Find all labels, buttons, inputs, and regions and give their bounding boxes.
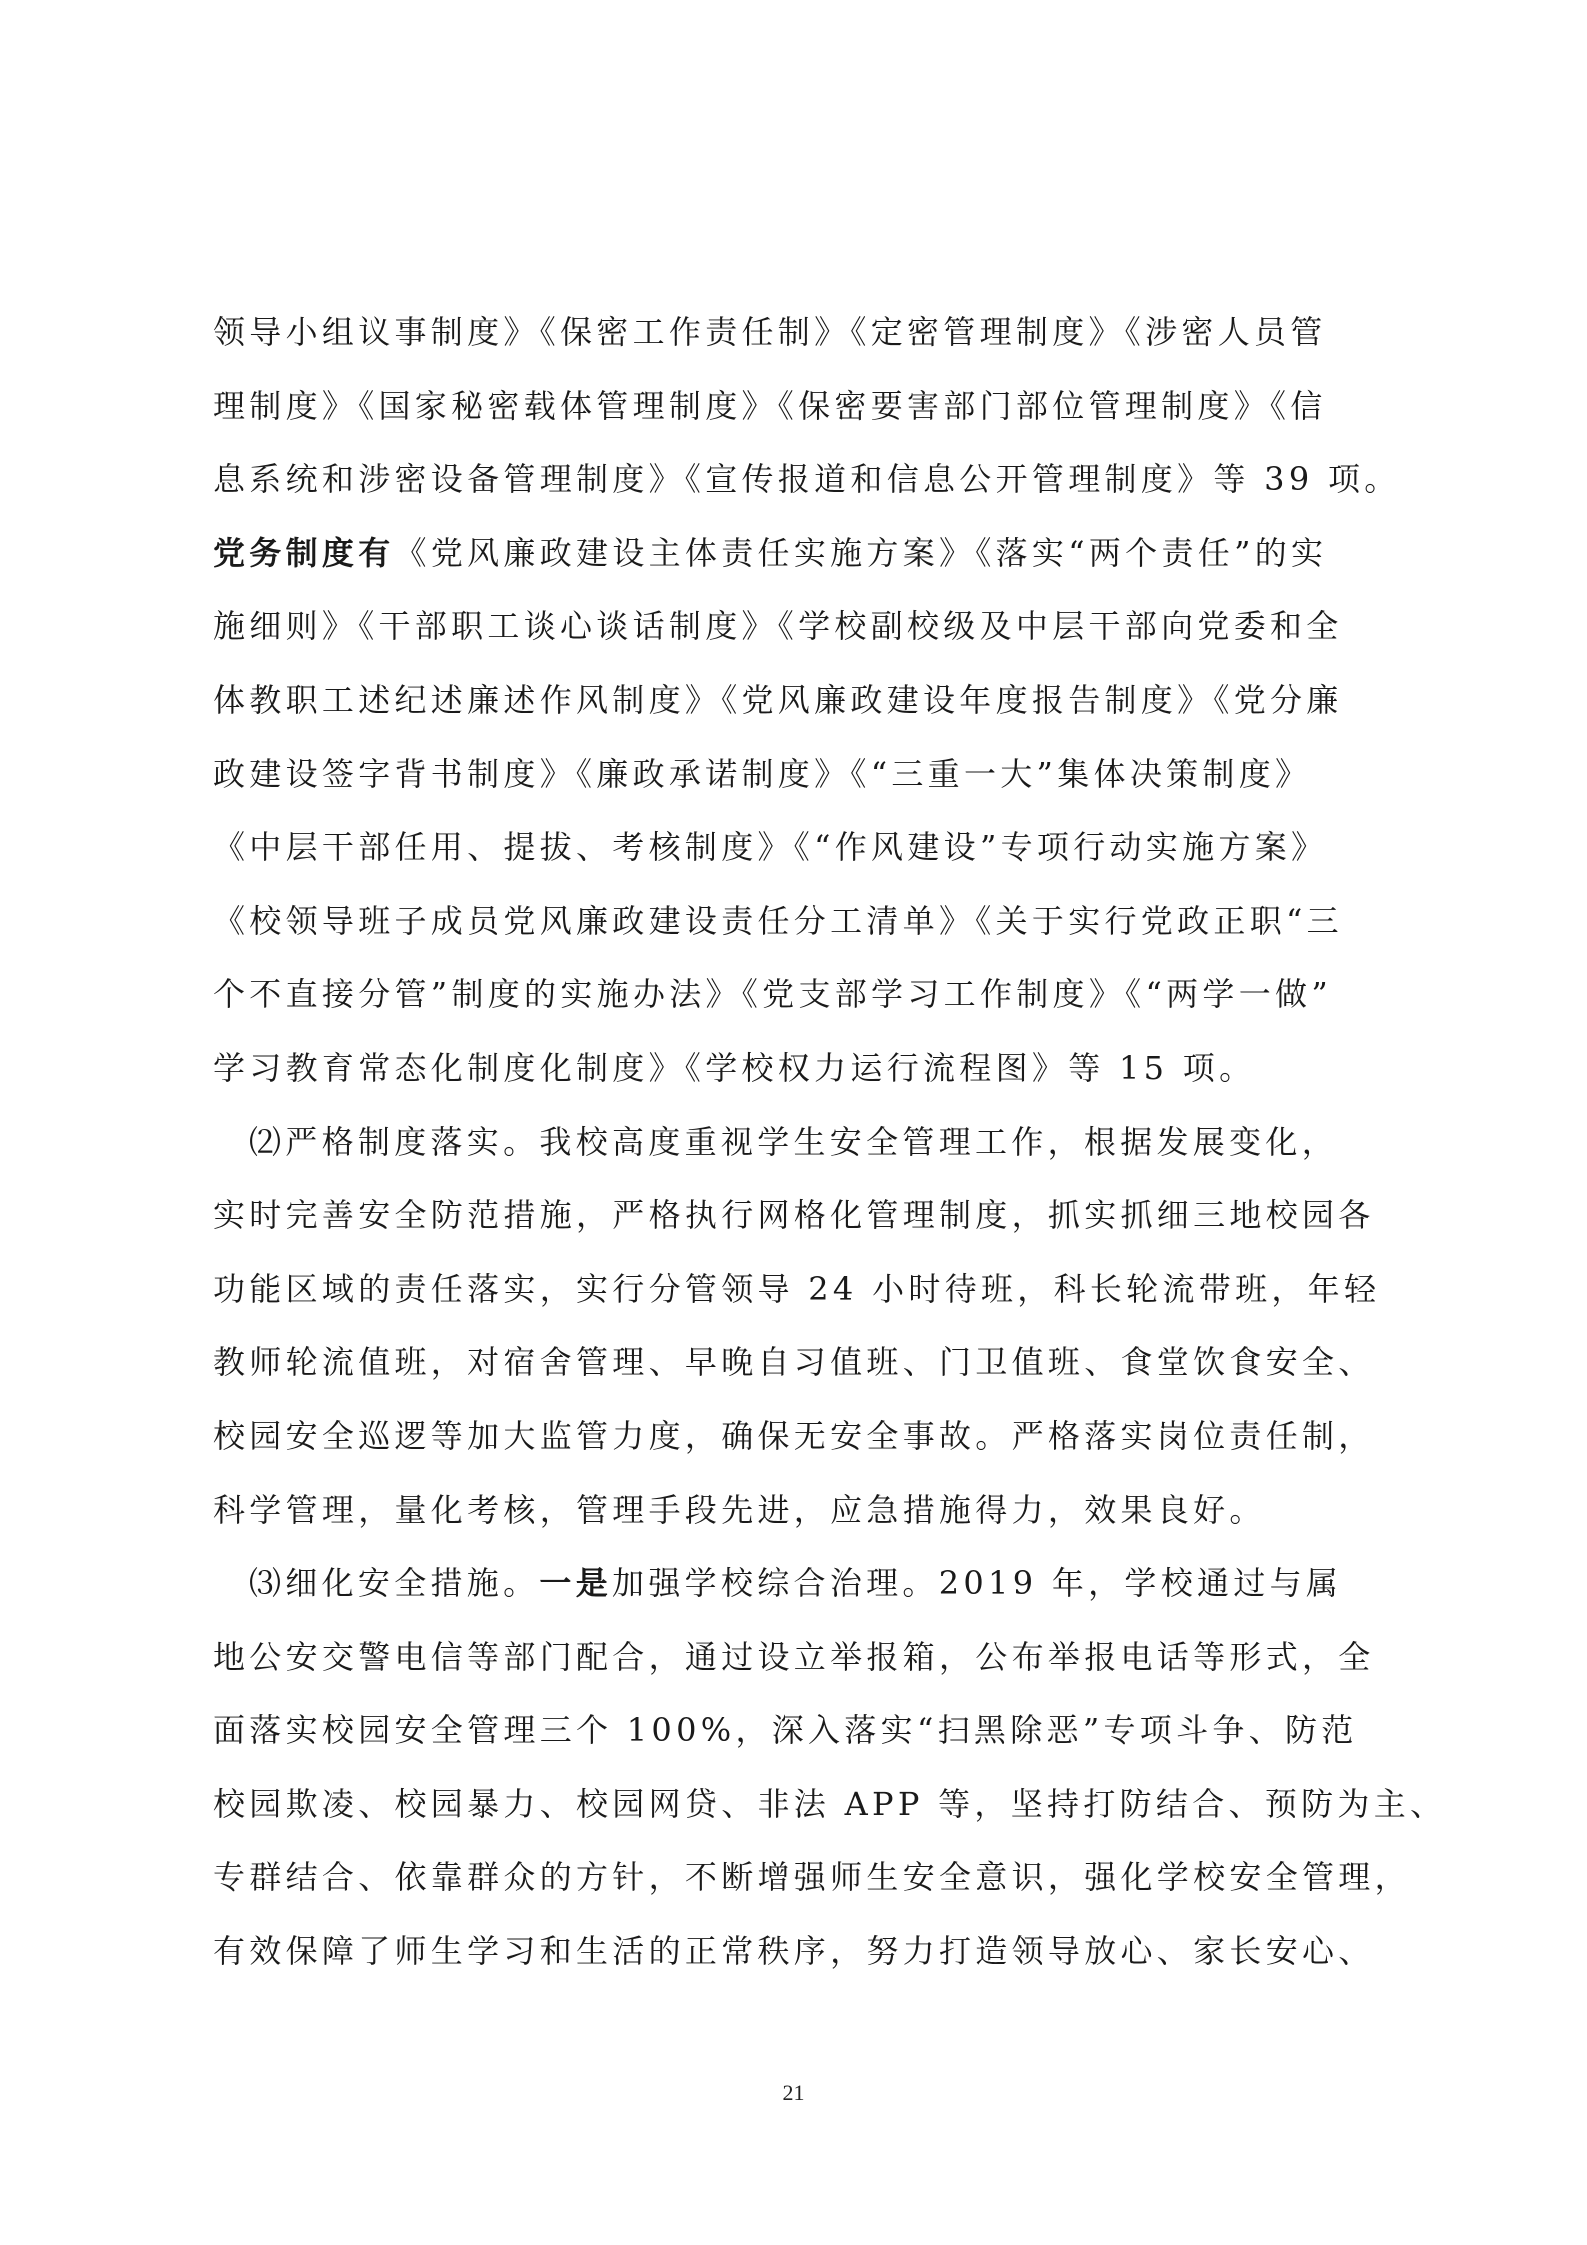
text-line bbox=[213, 517, 1393, 591]
text-line: ⑵严格制度落实。我校高度重视学生安全管理工作，根据发展变化， bbox=[249, 1122, 1339, 1161]
text-line: 实时完善安全防范措施，严格执行网格化管理制度，抓实抓细三地校园各 bbox=[213, 1196, 1375, 1235]
text-line bbox=[213, 1547, 1393, 1621]
text-line: 息系统和涉密设备管理制度》《宣传报道和信息公开管理制度》等 39 项。 bbox=[213, 460, 1401, 499]
text-line: 校园欺凌、校园暴力、校园网贷、非法 APP 等，坚持打防结合、预防为主、 bbox=[213, 1784, 1447, 1823]
text-line: 《中层干部任用、提拔、考核制度》《“作风建设”专项行动实施方案》 bbox=[213, 828, 1328, 867]
text-line: 功能区域的责任落实，实行分管领导 24 小时待班，科长轮流带班，年轻 bbox=[213, 1269, 1381, 1308]
text-run: 加强学校综合治理。2019 年，学校通过与属 bbox=[612, 1564, 1343, 1603]
text-line: 理制度》《国家秘密载体管理制度》《保密要害部门部位管理制度》《信 bbox=[213, 386, 1327, 425]
text-line: 教师轮流值班，对宿舍管理、早晚自习值班、门卫值班、食堂饮食安全、 bbox=[213, 1343, 1375, 1382]
text-line: 政建设签字背书制度》《廉政承诺制度》《“三重一大”集体决策制度》 bbox=[213, 754, 1312, 793]
bold-lead-in: 一是 bbox=[539, 1564, 613, 1603]
text-line: 施细则》《干部职工谈心谈话制度》《学校副校级及中层干部向党委和全 bbox=[213, 607, 1343, 646]
text-line: 体教职工述纪述廉述作风制度》《党风廉政建设年度报告制度》《党分廉 bbox=[213, 680, 1343, 719]
text-line: 个不直接分管”制度的实施办法》《党支部学习工作制度》《“两学一做” bbox=[213, 975, 1332, 1014]
text-line: 学习教育常态化制度化制度》《学校权力运行流程图》等 15 项。 bbox=[213, 1048, 1256, 1087]
text-line: 校园安全巡逻等加大监管力度，确保无安全事故。严格落实岗位责任制， bbox=[213, 1416, 1375, 1455]
text-line: 《校领导班子成员党风廉政建设责任分工清单》《关于实行党政正职“三 bbox=[213, 901, 1343, 940]
text-line: 专群结合、依靠群众的方针，不断增强师生安全意识，强化学校安全管理， bbox=[213, 1858, 1411, 1897]
text-run: ⑶细化安全措施。 bbox=[249, 1564, 540, 1603]
text-line: 有效保障了师生学习和生活的正常秩序，努力打造领导放心、家长安心、 bbox=[213, 1932, 1375, 1971]
page-number: 21 bbox=[782, 2080, 805, 2105]
text-line: 科学管理，量化考核，管理手段先进，应急措施得力，效果良好。 bbox=[213, 1490, 1266, 1529]
text-line: 领导小组议事制度》《保密工作责任制》《定密管理制度》《涉密人员管 bbox=[213, 313, 1327, 351]
text-run: 《党风廉政建设主体责任实施方案》《落实“两个责任”的实 bbox=[394, 533, 1328, 572]
body-text bbox=[213, 296, 1447, 1989]
text-line: 地公安交警电信等部门配合，通过设立举报箱，公布举报电话等形式，全 bbox=[213, 1637, 1375, 1676]
text-line: 面落实校园安全管理三个 100%，深入落实“扫黑除恶”专项斗争、防范 bbox=[213, 1711, 1358, 1750]
bold-lead-in: 党务制度有 bbox=[213, 533, 395, 572]
